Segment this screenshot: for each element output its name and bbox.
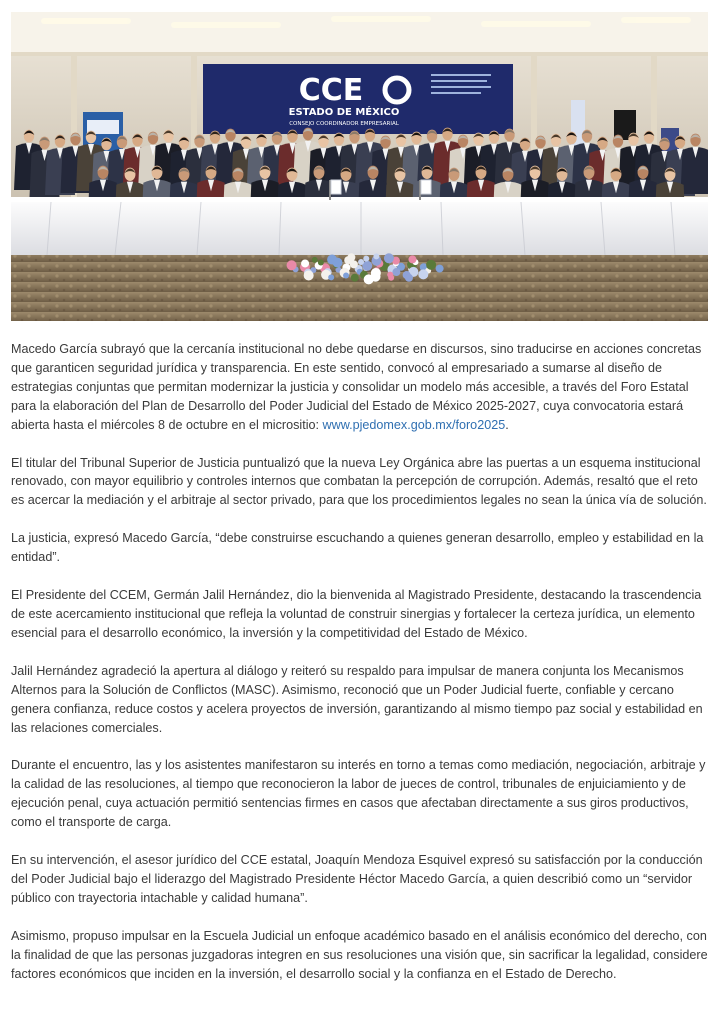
banner-title: ESTADO DE MÉXICO [288, 107, 400, 118]
paragraph-1-end: . [505, 417, 509, 432]
paragraph-5: Jalil Hernández agradeció la apertura al diálogo y reiteró su respaldo para impulsar de manera conjunta los Mecanismos Alternos para la Solución de Conflictos (MASC). Asimismo, reconoció que un Poder Judicial fuerte, confiable y cercano genera confianza, reduce costos y acelera proyectos de inversión, garantizando al mismo tiempo paz social y estabilidad en las relaciones comerciales. [11, 663, 703, 735]
paragraph-1 [11, 340, 711, 435]
banner-subtitle: CONSEJO COORDINADOR EMPRESARIAL [289, 121, 399, 127]
banner-logo: CCE [298, 73, 364, 108]
microsite-link[interactable]: www.pjedomex.gob.mx/foro2025 [322, 417, 506, 432]
paragraph-3: La justicia, expresó Macedo García, “debe construirse escuchando a quienes generan desarrollo, empleo y estabilidad en la entidad”. [11, 531, 704, 565]
cce-banner [203, 64, 513, 134]
group-photo [11, 12, 708, 321]
paragraph-1-text: Macedo García subrayó que la cercanía institucional no debe quedarse en discursos, sino traducirse en acciones concretas que garanticen seguridad jurídica y transparencia. En este sentido, convocó al empresariado a sumarse al diseño de estrategias conjuntas que permitan modernizar la justicia y consolidar un modelo más accesible, a través del Foro Estatal para la elaboración del Plan de Desarrollo del Poder Judicial del Estado de México 2025-2027, cuya convocatoria estará abierta hasta el miércoles 8 de octubre en el micrositio: [11, 342, 702, 432]
paragraph-2: El titular del Tribunal Superior de Justicia puntualizó que la nueva Ley Orgánica abre las puertas a un esquema institucional renovado, con mayor equilibrio y controles internos que combatan la percepción de corrupción. Además, resaltó que el reto es acercar la mediación y el arbitraje al sector privado, para que los procedimientos legales no sean la única vía de solución. [11, 455, 707, 508]
article-body [11, 340, 711, 1002]
paragraph-8: Asimismo, propuso impulsar en la Escuela Judicial un enfoque académico basado en el análisis económico del derecho, con la finalidad de que las personas juzgadoras integren en sus resoluciones una visión que, sin sacrificar la legalidad, considere factores económicos que inciden en la inversión, el desarrollo social y la confianza en el Estado de Derecho. [11, 928, 708, 981]
paragraph-6: Durante el encuentro, las y los asistentes manifestaron su interés en torno a temas como mediación, negociación, arbitraje y la calidad de las resoluciones, al tiempo que reconocieron la labor de jueces de control, tribunales de enjuiciamiento y de ejecución penal, cuya actuación permitió sentencias firmes en casos que afectaban directamente a sus giros productivos, como el transporte de carga. [11, 758, 706, 830]
paragraph-4: El Presidente del CCEM, Germán Jalil Hernández, dio la bienvenida al Magistrado Presidente, destacando la trascendencia de este acercamiento institucional que refleja la voluntad de construir sinergias y fortalecer la certeza jurídica, un elemento esencial para el desarrollo económico, la inversión y la competitividad del Estado de México. [11, 588, 702, 640]
paragraph-7: En su intervención, el asesor jurídico del CCE estatal, Joaquín Mendoza Esquivel expresó su satisfacción por la conducción del Poder Judicial bajo el liderazgo del Magistrado Presidente Héctor Macedo García, a quien describió como un “servidor público con trayectoria intachable y calidad humana”. [11, 853, 703, 905]
